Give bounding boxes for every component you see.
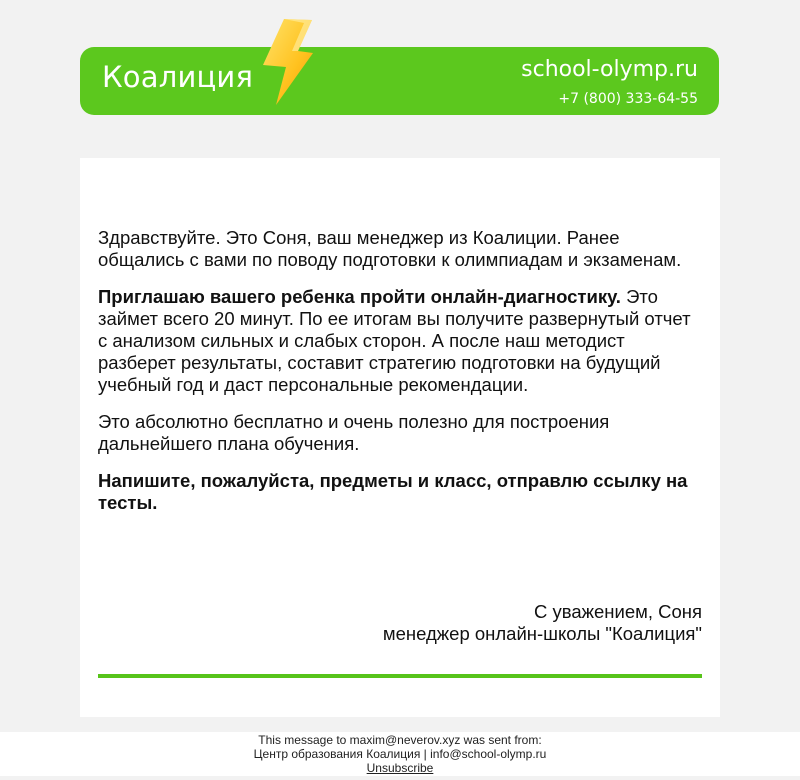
request-bold: Напишите, пожалуйста, предметы и класс, отправлю ссылку на тесты. [98, 470, 688, 513]
letter-card [80, 158, 720, 717]
brand-name: Коалиция [102, 60, 254, 94]
free-paragraph: Это абсолютно бесплатно и очень полезно для построения дальнейшего плана обучения. [98, 411, 610, 454]
letter-body [98, 227, 702, 529]
signature-name: С уважением, Соня [533, 601, 702, 622]
invitation-bold: Приглашаю вашего ребенка пройти онлайн-диагностику. [98, 286, 621, 307]
footer-recipient: This message to maxim@neverov.xyz was sent from: [258, 733, 542, 747]
email-footer [0, 732, 800, 776]
header-banner [80, 47, 719, 115]
greeting-paragraph: Здравствуйте. Это Соня, ваш менеджер из Коалиции. Ранее общались с вами по поводу подготовки к олимпиадам и экзаменам. [98, 227, 682, 270]
invitation-text: Это займет всего 20 минут. По ее итогам вы получите развернутый отчет с анализом сильных и слабых сторон. А после наш методист разберет результаты, составит стратегию подготовки на будущий учебный год и даст персональные рекомендации. [98, 286, 691, 395]
site-url: school-olymp.ru [521, 57, 698, 82]
phone-number: +7 (800) 333-64-55 [558, 91, 698, 107]
request-paragraph [98, 470, 702, 514]
lightning-bolt-icon [256, 17, 316, 107]
invitation-paragraph [98, 286, 702, 396]
unsubscribe-link[interactable]: Unsubscribe [366, 761, 434, 775]
divider [98, 674, 702, 678]
signature-title: менеджер онлайн-школы "Коалиция" [382, 623, 702, 644]
footer-sender: Центр образования Коалиция | info@school-olymp.ru [253, 747, 547, 761]
signature [383, 601, 702, 645]
